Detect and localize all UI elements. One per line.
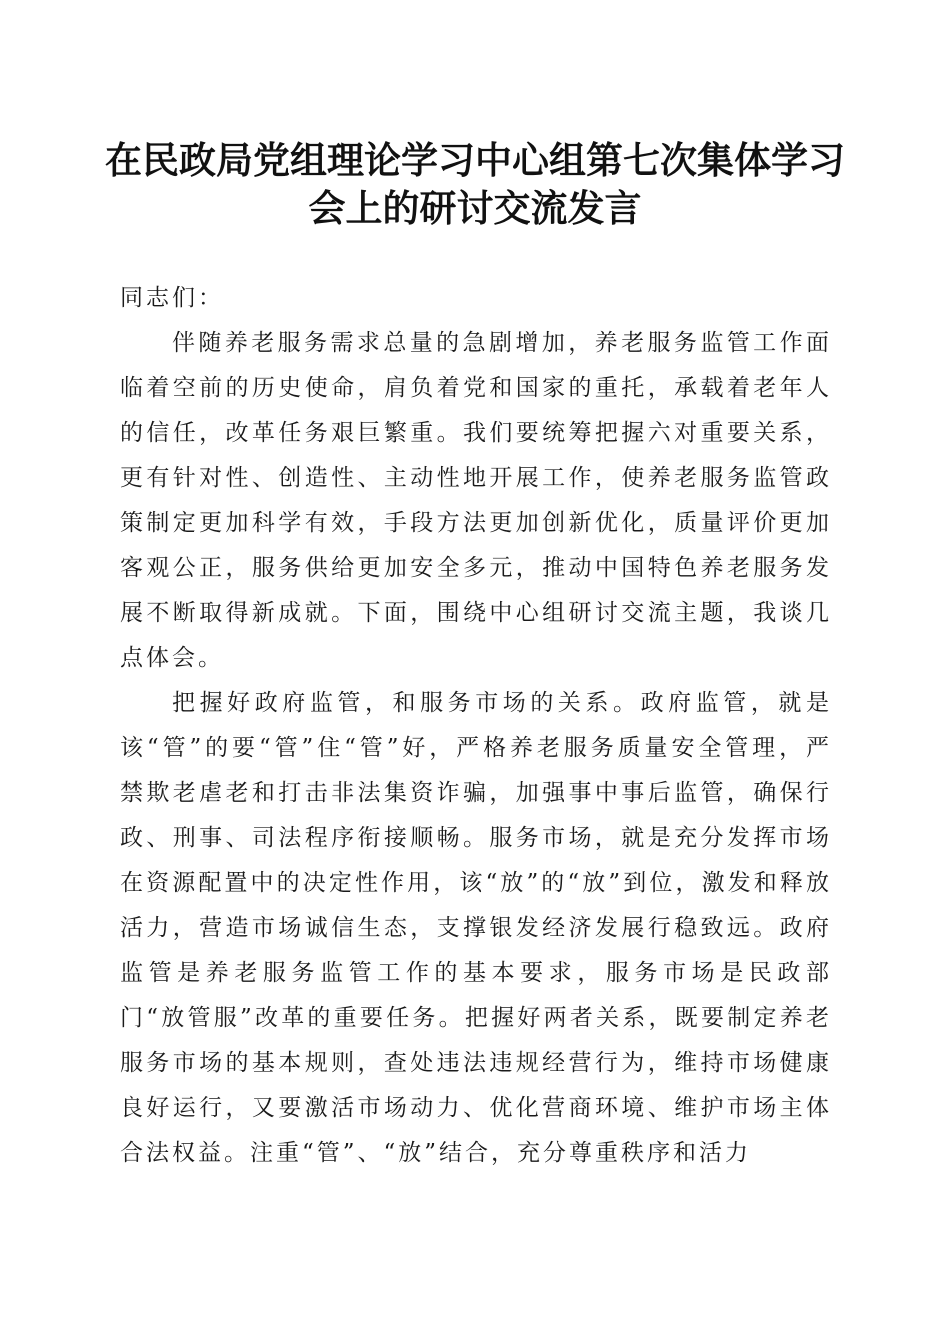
document-body (120, 276, 832, 1176)
salutation: 同志们： (120, 285, 224, 311)
document-title (100, 136, 850, 232)
paragraph-1: 伴随养老服务需求总量的急剧增加，养老服务监管工作面临着空前的历史使命，肩负着党和国家的重托，承载着老年人的信任，改革任务艰巨繁重。我们要统筹把握六对重要关系，更有针对性、创造性、主动性地开展工作，使养老服务监管政策制定更加科学有效，手段方法更加创新优化，质量评价更加客观公正，服务供给更加安全多元，推动中国特色养老服务发展不断取得新成就。下面，围绕中心组研讨交流主题，我谈几点体会。 (120, 330, 832, 671)
title-line-2: 会上的研讨交流发言 (308, 186, 642, 230)
title-line-1: 在民政局党组理论学习中心组第七次集体学习 (105, 138, 845, 182)
paragraph-2: 把握好政府监管，和服务市场的关系。政府监管，就是该“管”的要“管”住“管”好，严格养老服务质量安全管理，严禁欺老虐老和打击非法集资诈骗，加强事中事后监管，确保行政、刑事、司法程序衔接顺畅。服务市场，就是充分发挥市场在资源配置中的决定性作用，该“放”的“放”到位，激发和释放活力，营造市场诚信生态，支撑银发经济发展行稳致远。政府监管是养老服务监管工作的基本要求，服务市场是民政部门“放管服”改革的重要任务。把握好两者关系，既要制定养老服务市场的基本规则，查处违法违规经营行为，维持市场健康良好运行，又要激活市场动力、优化营商环境、维护市场主体合法权益。注重“管”、“放”结合，充分尊重秩序和活力 (120, 690, 832, 1166)
